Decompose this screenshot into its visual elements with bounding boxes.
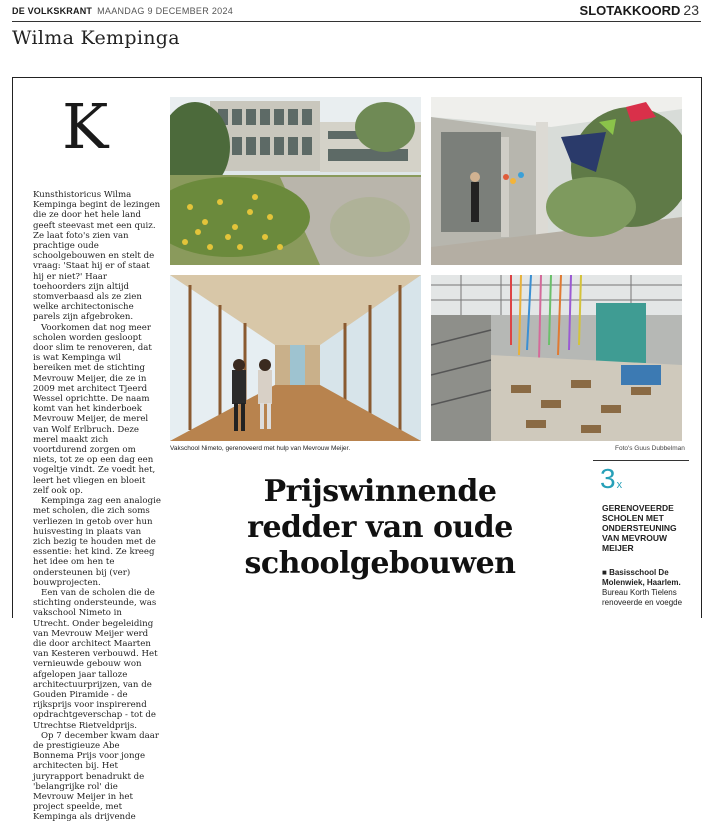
- photo-credit: Foto's Guus Dubbelman: [615, 445, 685, 452]
- sidebar-rule: [593, 460, 689, 461]
- photo-caption: Vakschool Nimeto, gerenoveerd met hulp van Mevrouw Meijer.: [170, 445, 351, 452]
- photo-atrium: [431, 275, 682, 441]
- sidebar-item-lead: Basisschool De Molenwiek, Haarlem.: [602, 568, 681, 587]
- masthead-right: [580, 2, 699, 20]
- sidebar-item-text: Bureau Korth Tielens renoveerde en voegde: [602, 588, 683, 607]
- photo-walkway: [431, 97, 682, 265]
- section-name: SLOTAKKOORD: [579, 3, 681, 18]
- masthead-left: [12, 6, 233, 16]
- photo-courtyard: [170, 97, 421, 265]
- drop-cap: K: [62, 90, 109, 163]
- body-paragraph: Kempinga zag een analogie met scholen, die zich soms verliezen in getob over hun huisvesting in plaats van zich bezig te houden met de essentie: het kind. Ze kreeg het idee om hen te ondersteunen bij (ver) bouwprojecten.: [33, 496, 161, 588]
- sidebar-count: [600, 463, 622, 495]
- paper-name: DE VOLKSKRANT: [12, 6, 93, 16]
- sidebar-title: GERENOVEERDE SCHOLEN MET ONDERSTEUNING VAN MEVROUW MEIJER: [602, 503, 677, 553]
- sidebar-item: [602, 568, 692, 608]
- page-number: 23: [683, 2, 699, 18]
- sidebar-suffix: x: [616, 479, 623, 491]
- body-paragraph: Kunsthistoricus Wilma Kempinga begint de lezingen die ze door het hele land geeft steevast met een quiz. Ze laat foto's zien van prachtige oude schoolgebouwen en stelt de vraag: 'Staat hij er of staat hij er niet?' Haar toehoorders zijn altijd stomverbaasd als ze zien welke architectonische parels zijn afgebroken.: [33, 190, 161, 323]
- body-paragraph: Op 7 december kwam daar de prestigieuze Abe Bonnema Prijs voor jonge architecten bij. Het juryrapport benadrukt de 'belangrijke rol' die Mevrouw Meijer in het project speelde, met Kempinga als drijvende: [33, 730, 159, 823]
- article-body: [33, 190, 161, 823]
- bullet-square-icon: ■: [602, 568, 610, 577]
- body-paragraph: Voorkomen dat nog meer scholen worden gesloopt door slim te renoveren, dat is wat Kempinga wil bereiken met de stichting Mevrouw Meijer, die ze in 2009 met architect Tjeerd Wessel oprichtte. De naam komt van het kinderboek Mevrouw Meijer, de merel van Wolf Erlbruch. Deze merel maakt zich voortdurend zorgen om niets, tot ze op een dag een vogeltje vindt. Ze voedt het, leert het vliegen en bloeit zelf ook op.: [33, 322, 156, 496]
- issue-date: MAANDAG 9 DECEMBER 2024: [97, 6, 234, 16]
- body-paragraph: Een van de scholen die de stichting ondersteunde, was vakschool Nimeto in Utrecht. Onder begeleiding van Mevrouw Meijer werd die door architect Maarten van Kesteren verbouwd. Het vernieuwde gebouw won afgelopen jaar talloze architectuurprijzen, van de Gouden Piramide - de rijksprijs voor inspirerend opdrachtgeverschap - tot de Utrechtse Rietveldprijs.: [33, 587, 158, 731]
- headline: Prijswinnende redder van oude schoolgebouwen: [244, 474, 516, 581]
- sidebar-number: 3: [600, 463, 616, 494]
- photo-corridor: [170, 275, 421, 441]
- header-rule: [12, 21, 701, 22]
- byline: Wilma Kempinga: [12, 27, 180, 49]
